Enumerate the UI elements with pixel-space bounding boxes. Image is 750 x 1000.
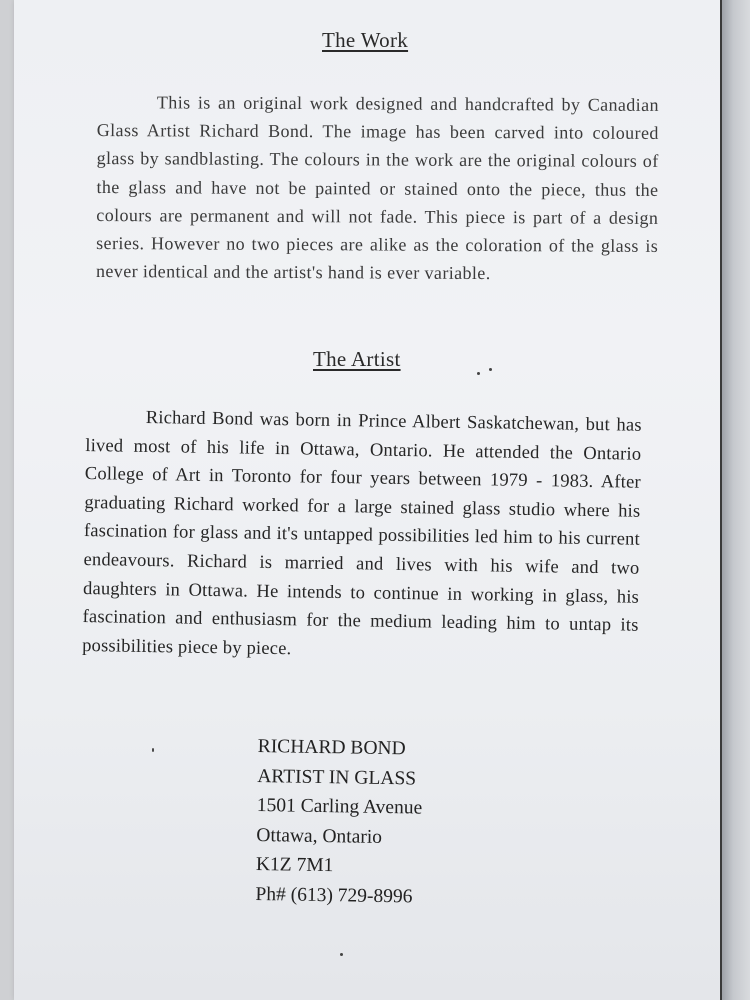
paragraph-indent xyxy=(86,422,146,423)
contact-street: 1501 Carling Avenue xyxy=(256,794,423,819)
page-edge-shadow xyxy=(722,0,750,1000)
paper-speck xyxy=(477,372,480,375)
paper-speck xyxy=(340,953,343,956)
contact-phone: Ph# (613) 729-8996 xyxy=(255,883,413,907)
contact-city: Ottawa, Ontario xyxy=(256,824,383,848)
contact-block xyxy=(255,732,423,912)
work-paragraph-text: This is an original work designed and handcrafted by Canadian Glass Artist Richard Bond. The image has been carved into coloured glass by sandblasting. The colours in the work are the original colours of the glass and have not be painted or stained onto the piece, thus the colours are permanent and will not fade. This piece is part of a design series. However no two pieces are alike as the coloration of the glass is never identical and the artist's hand is ever variable. xyxy=(95,92,659,284)
artist-paragraph-text: Richard Bond was born in Prince Albert Saskatchewan, but has lived most of his life in Ottawa, Ontario. He attended the Ontario College of Art in Toronto for four years between 1979 - 1983. After graduating Richard worked for a large stained glass studio where his fascination for glass and it's untapped possibilities led him to his current endeavours. Richard is married and lives with his wife and two daughters in Ottawa. He intends to continue in working in glass, his fascination and enthusiasm for the medium leading him to untap its possibilities piece by piece. xyxy=(82,407,642,660)
contact-title: ARTIST IN GLASS xyxy=(257,765,417,789)
work-heading: The Work xyxy=(322,28,409,52)
artist-paragraph xyxy=(82,403,642,669)
contact-name: RICHARD BOND xyxy=(257,735,406,760)
paper-speck xyxy=(152,748,154,752)
contact-postal-code: K1Z 7M1 xyxy=(255,853,334,877)
artist-heading: The Artist xyxy=(313,347,401,371)
paper-speck xyxy=(489,368,492,371)
work-paragraph xyxy=(96,88,659,288)
